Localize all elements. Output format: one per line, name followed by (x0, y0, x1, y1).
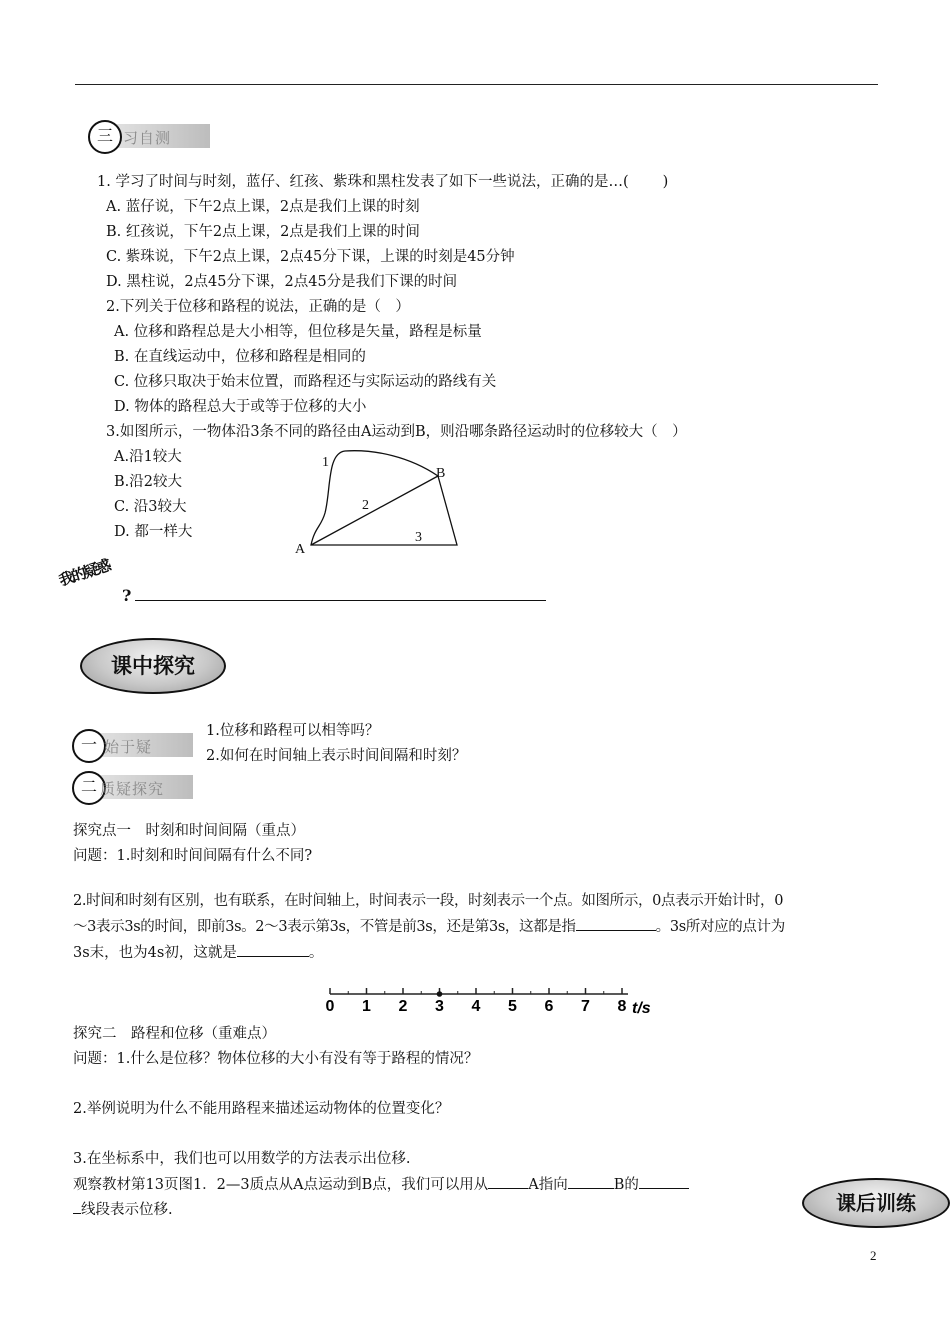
tick-label: 4 (471, 998, 481, 1015)
tick-label: 8 (617, 998, 627, 1015)
tick-label: 3 (435, 998, 444, 1015)
section-title: 习自测 (123, 129, 172, 147)
para-text: 3s末，也为4s初，这就是 (73, 945, 237, 961)
section-number: 一 (72, 729, 106, 763)
axis-unit-label: t/s (632, 1000, 651, 1017)
explore2-question-1: 问题：1.什么是位移？物体位移的大小有没有等于路程的情况？ (73, 1051, 479, 1067)
blank-moment[interactable] (237, 942, 309, 957)
tick-label: 0 (325, 998, 335, 1015)
page-number: 2 (870, 1248, 877, 1263)
start-question-2: 2.如何在时间轴上表示时间间隔和时刻？ (206, 748, 467, 764)
time-axis-figure (322, 982, 667, 1018)
para-text: 。3s所对应的点计为 (655, 919, 785, 935)
doubt-answer-line[interactable] (135, 600, 546, 601)
tick-label: 6 (544, 998, 554, 1015)
q1-stem-text: 1. 学习了时间与时刻，蓝仔、红孩、紫珠和黑柱发表了如下一些说法，正确的是…( (97, 174, 629, 190)
explore1-heading: 探究点一 时刻和时间间隔（重点） (73, 823, 305, 839)
header-rule (75, 84, 878, 85)
explore1-para-line-3 (73, 942, 323, 963)
para-text: A指向 (528, 1177, 568, 1193)
blank-time-interval[interactable] (576, 916, 656, 931)
point-b-label: B (436, 466, 446, 481)
tick-label: 5 (508, 998, 517, 1015)
tick-label: 2 (398, 998, 408, 1015)
section-title: 始于疑 (104, 738, 153, 756)
q1-stem (97, 172, 668, 192)
q3-option-d: D. 都一样大 (114, 524, 193, 540)
after-class-badge: 课后训练 (802, 1178, 950, 1228)
para-text: 。 (308, 945, 324, 961)
section-number: 二 (72, 771, 106, 805)
q3-option-b: B.沿2较大 (114, 474, 182, 490)
q2-option-c: C. 位移只取决于始末位置，而路程还与实际运动的路线有关 (114, 374, 497, 390)
q2-stem: 2.下列关于位移和路程的说法，正确的是（ ） (106, 299, 410, 315)
explore1-para-line-2 (73, 916, 785, 937)
para-text: ～3表示3s的时间，即前3s。2～3表示第3s，不管是前3s，还是第3s，这都是指 (73, 919, 576, 935)
q1-option-b: B. 红孩说，下午2点上课，2点是我们上课的时间 (106, 224, 420, 240)
para-text: 观察教材第13页图1．2—3质点从A点运动到B点，我们可以用从 (73, 1177, 489, 1193)
para-text: B的 (613, 1177, 639, 1193)
explore1-para-line-1: 2.时间和时刻有区别，也有联系，在时间轴上，时间表示一段，时刻表示一个点。如图所示，0点表示开始计时，0 (73, 893, 784, 909)
q2-option-a: A. 位移和路程总是大小相等，但位移是矢量，路程是标量 (114, 324, 482, 340)
q1-option-a: A. 蓝仔说，下午2点上课，2点是我们上课的时刻 (106, 199, 420, 215)
marked-point (437, 991, 443, 997)
my-doubt-label: 我的疑惑 (56, 556, 112, 590)
q1-option-d: D. 黑柱说，2点45分下课，2点45分是我们下课的时间 (106, 274, 458, 290)
path-3-label: 3 (415, 530, 422, 545)
para-text: 线段表示位移. (81, 1202, 173, 1218)
doubt-mark: ? (122, 586, 132, 605)
explore2-question-2: 2.举例说明为什么不能用路程来描述运动物体的位置变化？ (73, 1101, 450, 1117)
blank-start[interactable] (488, 1174, 528, 1189)
q3-option-a: A.沿1较大 (114, 449, 182, 465)
tick-label: 1 (362, 998, 371, 1015)
q3-option-c: C. 沿3较大 (114, 499, 187, 515)
q2-option-b: B. 在直线运动中，位移和路程是相同的 (114, 349, 366, 365)
explore2-question-4-cont (73, 1199, 173, 1220)
start-question-1: 1.位移和路程可以相等吗？ (206, 723, 380, 739)
explore2-question-4 (73, 1174, 689, 1195)
explore1-question-1: 问题：1.时刻和时间间隔有什么不同? (73, 848, 313, 864)
q2-option-d: D. 物体的路程总大于或等于位移的大小 (114, 399, 367, 415)
point-a-label: A (295, 542, 306, 557)
class-explore-badge: 课中探究 (80, 638, 226, 694)
blank-end[interactable] (568, 1174, 614, 1189)
blank-directed[interactable] (639, 1174, 689, 1189)
section-title: 质疑探究 (100, 780, 165, 798)
path-2-label: 2 (362, 498, 369, 513)
q3-stem: 3.如图所示，一物体沿3条不同的路径由A运动到B，则沿哪条路径运动时的位移较大（ ） (106, 424, 687, 440)
q1-option-c: C. 紫珠说，下午2点上课，2点45分下课，上课的时刻是45分钟 (106, 249, 515, 265)
q1-stem-end: ) (662, 174, 669, 190)
tick-label: 7 (581, 998, 590, 1015)
explore2-question-3: 3.在坐标系中，我们也可以用数学的方法表示出位移. (73, 1151, 411, 1167)
path-1-label: 1 (322, 455, 329, 470)
section-number: 三 (88, 120, 122, 154)
explore2-heading: 探究二 路程和位移（重难点） (73, 1026, 276, 1042)
blank-directed-cont[interactable] (73, 1199, 81, 1214)
